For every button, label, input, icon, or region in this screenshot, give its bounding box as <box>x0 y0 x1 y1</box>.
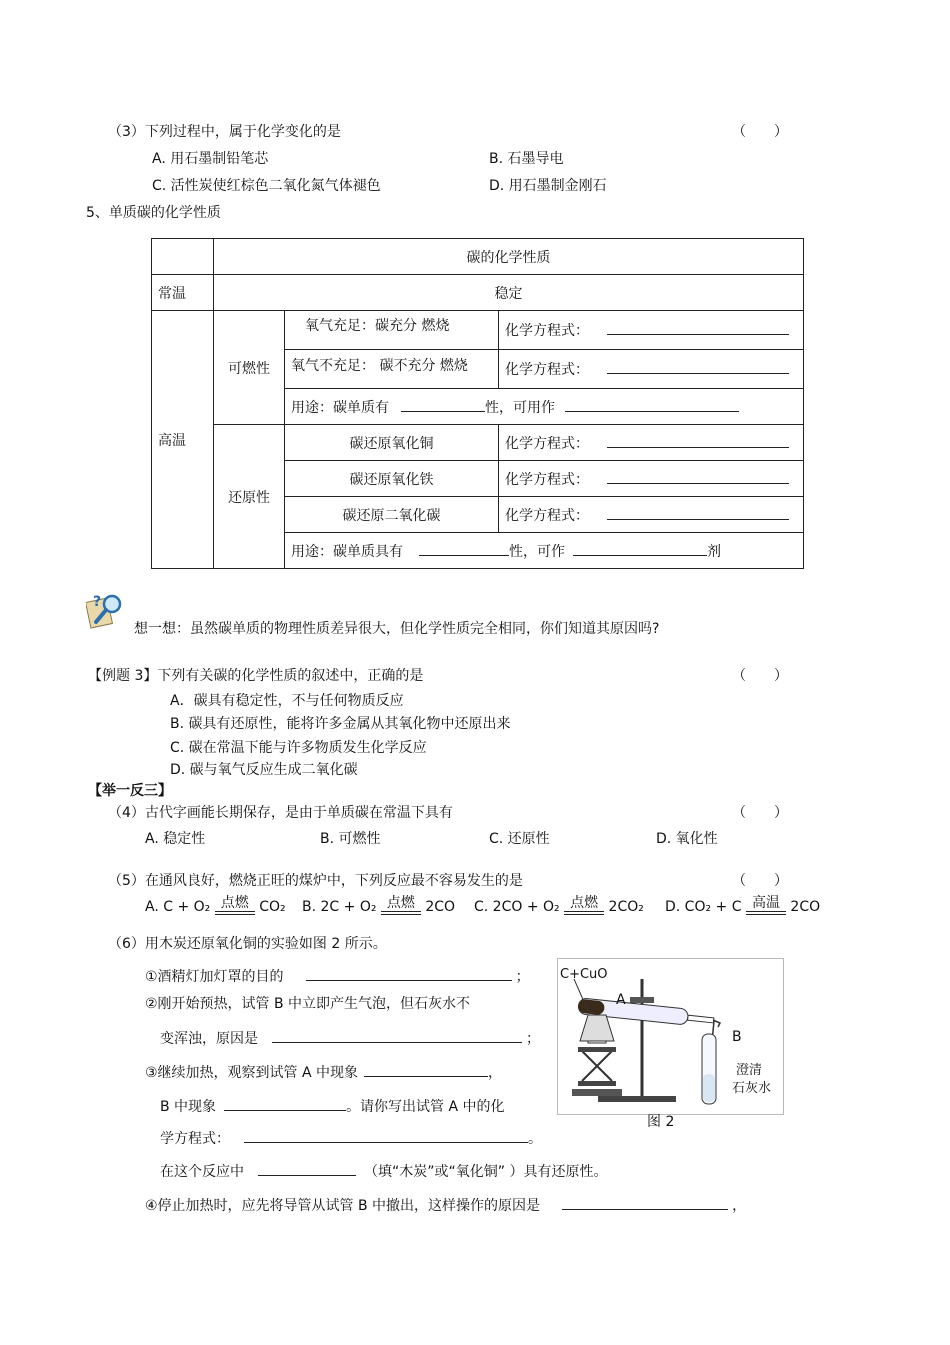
q5-a-condition <box>215 895 255 915</box>
magnifier-icon <box>86 590 126 632</box>
q3-stem: （3）下列过程中，属于化学变化的是 <box>108 124 341 140</box>
svg-text:?: ? <box>93 594 102 610</box>
answer-blank[interactable] <box>401 410 485 412</box>
answer-blank[interactable] <box>306 979 512 981</box>
q3-option-d: D. 用石墨制金刚石 <box>489 178 607 194</box>
answer-blank[interactable] <box>562 1208 728 1210</box>
punctuation: ； <box>515 969 530 985</box>
example3-option-d: D. 碳与氧气反应生成二氧化碳 <box>170 762 358 778</box>
use2-prefix: 用途：碳单质具有 <box>291 543 403 560</box>
eq-cell-reduce-1 <box>499 425 804 461</box>
answer-blank[interactable] <box>573 554 707 556</box>
q5-a-reactants: A. C + O₂ <box>145 899 211 915</box>
table-corner-cell <box>152 239 214 275</box>
answer-blank[interactable] <box>565 410 739 412</box>
eq-cell-combust-2 <box>499 350 804 389</box>
equation-label: 化学方程式： <box>505 471 589 488</box>
q6-step3c <box>160 1128 542 1148</box>
example3-stem: 【例题 3】下列有关碳的化学性质的叙述中，正确的是 <box>88 668 424 684</box>
q5-c-products: 2CO₂ <box>608 899 644 915</box>
example3-option-a: A．碳具有稳定性，不与任何物质反应 <box>170 693 404 709</box>
q3-option-b: B. 石墨导电 <box>489 151 564 167</box>
q5-option-b <box>302 895 455 915</box>
q5-a-products: CO₂ <box>259 899 286 915</box>
q5-b-condition <box>381 895 421 915</box>
use1-prefix: 用途：碳单质有 <box>291 399 389 416</box>
reduce-co2-cell: 碳还原二氧化碳 <box>285 497 499 533</box>
q6-step3d-hint: （填“木炭”或“氧化铜” ）具有还原性。 <box>364 1164 608 1180</box>
q5-option-c <box>474 895 644 915</box>
q6-step2b-text: 变浑浊，原因是 <box>160 1031 258 1047</box>
condition-label: 点燃 <box>386 895 415 911</box>
q5-option-a <box>145 895 286 915</box>
answer-blank[interactable] <box>364 1075 488 1077</box>
condition-label: 点燃 <box>220 895 249 911</box>
use2-cell <box>285 533 804 569</box>
q6-step3c-text: 学方程式： <box>160 1131 230 1147</box>
q4-option-b: B. 可燃性 <box>320 831 381 847</box>
o2-sufficient-cell: 氧气充足：碳充分 燃烧 <box>285 311 499 350</box>
combustibility-label: 可燃性 <box>214 311 285 425</box>
answer-blank[interactable] <box>272 1041 522 1043</box>
q6-step3b-mid: 。请你写出试管 A 中的化 <box>346 1099 505 1115</box>
table-header: 碳的化学性质 <box>214 239 804 275</box>
punctuation: ， <box>488 1065 503 1081</box>
stable-cell: 稳定 <box>214 275 804 311</box>
answer-blank[interactable] <box>607 518 789 520</box>
limewater-label-1: 澄清 <box>736 1063 763 1078</box>
answer-blank[interactable] <box>244 1141 528 1143</box>
answer-blank[interactable] <box>224 1109 346 1111</box>
equation-label: 化学方程式： <box>505 507 589 524</box>
equation-label: 化学方程式： <box>505 323 589 339</box>
high-temp-label: 高温 <box>152 311 214 569</box>
equation-label: 化学方程式： <box>505 362 589 378</box>
q6-step2: ②刚开始预热，试管 B 中立即产生气泡，但石灰水不 <box>145 996 471 1012</box>
o2-insufficient-cell: 氧气不充足： 碳不充分 燃烧 <box>285 350 499 389</box>
example3-paren: （ ） <box>732 668 788 684</box>
q6-step3 <box>145 1062 502 1082</box>
reduce-fe-oxide-cell: 碳还原氧化铁 <box>285 461 499 497</box>
answer-blank[interactable] <box>258 1174 356 1176</box>
answer-blank[interactable] <box>607 333 789 335</box>
q3-answer-paren: （ ） <box>732 124 788 140</box>
q6-step3d-text: 在这个反应中 <box>160 1164 244 1180</box>
use1-middle: 性，可用作 <box>485 399 555 416</box>
q6-step4 <box>145 1195 746 1215</box>
carbon-properties-table <box>151 238 804 569</box>
q5-d-condition <box>746 895 786 915</box>
q5-stem: （5）在通风良好，燃烧正旺的煤炉中，下列反应最不容易发生的是 <box>108 873 523 889</box>
q6-step1-text: ①酒精灯加灯罩的目的 <box>145 969 284 985</box>
q6-step3d <box>160 1161 607 1181</box>
answer-blank[interactable] <box>607 372 789 374</box>
room-temp-label: 常温 <box>152 275 214 311</box>
q6-stem: （6）用木炭还原氧化铜的实验如图 2 所示。 <box>108 936 387 952</box>
example3-option-b: B. 碳具有还原性，能将许多金属从其氧化物中还原出来 <box>170 716 511 732</box>
limewater-label-2: 石灰水 <box>732 1081 772 1096</box>
q6-step3b <box>160 1096 505 1116</box>
answer-blank[interactable] <box>607 482 789 484</box>
figure-label-a: A <box>616 992 626 1008</box>
q6-step4-text: ④停止加热时，应先将导管从试管 B 中撤出，这样操作的原因是 <box>145 1198 541 1214</box>
q6-step3-text: ③继续加热，观察到试管 A 中现象 <box>145 1065 359 1081</box>
think-text: 想一想：虽然碳单质的物理性质差异很大，但化学性质完全相同，你们知道其原因吗? <box>134 621 660 637</box>
reducibility-label: 还原性 <box>214 425 285 569</box>
q5-option-d <box>665 895 820 915</box>
q4-option-d: D. 氧化性 <box>656 831 718 847</box>
q6-step3b-text: B 中现象 <box>160 1099 217 1115</box>
answer-blank[interactable] <box>419 554 509 556</box>
q5-b-products: 2CO <box>425 899 456 915</box>
q5-d-products: 2CO <box>790 899 821 915</box>
figure-reagent-label: C+CuO <box>560 967 608 982</box>
eq-cell-combust-1 <box>499 311 804 350</box>
q4-option-a: A. 稳定性 <box>145 831 206 847</box>
use2-middle: 性，可作 <box>509 543 565 560</box>
example3-option-c: C. 碳在常温下能与许多物质发生化学反应 <box>170 740 427 756</box>
q5-d-reactants: D. CO₂ + C <box>665 899 742 915</box>
q4-stem: （4）古代字画能长期保存，是由于单质碳在常温下具有 <box>108 805 453 821</box>
q6-step2b <box>160 1028 540 1048</box>
q5-b-reactants: B. 2C + O₂ <box>302 899 377 915</box>
figure-caption: 图 2 <box>647 1114 675 1130</box>
q6-step1 <box>145 966 530 986</box>
q4-option-c: C. 还原性 <box>489 831 550 847</box>
figure-2-apparatus <box>557 958 784 1115</box>
figure-label-b: B <box>732 1029 742 1045</box>
practice-title: 【举一反三】 <box>88 783 172 799</box>
q5-c-condition <box>564 895 604 915</box>
q4-paren: （ ） <box>732 805 788 821</box>
q3-option-a: A. 用石墨制铅笔芯 <box>152 151 269 167</box>
eq-cell-reduce-3 <box>499 497 804 533</box>
answer-blank[interactable] <box>607 446 789 448</box>
use2-suffix: 剂 <box>707 543 721 560</box>
punctuation: ， <box>732 1198 747 1214</box>
punctuation: ； <box>526 1031 540 1047</box>
eq-cell-reduce-2 <box>499 461 804 497</box>
q5-paren: （ ） <box>732 873 788 889</box>
condition-label: 点燃 <box>570 895 599 911</box>
reduce-cuo-cell: 碳还原氧化铜 <box>285 425 499 461</box>
use1-cell <box>285 389 804 425</box>
q5-c-reactants: C. 2CO + O₂ <box>474 899 560 915</box>
q3-option-c: C. 活性炭使红棕色二氧化氮气体褪色 <box>152 178 381 194</box>
punctuation: 。 <box>528 1131 542 1147</box>
section5-title: 5、单质碳的化学性质 <box>86 205 221 221</box>
condition-label: 高温 <box>751 895 780 911</box>
equation-label: 化学方程式： <box>505 435 589 452</box>
